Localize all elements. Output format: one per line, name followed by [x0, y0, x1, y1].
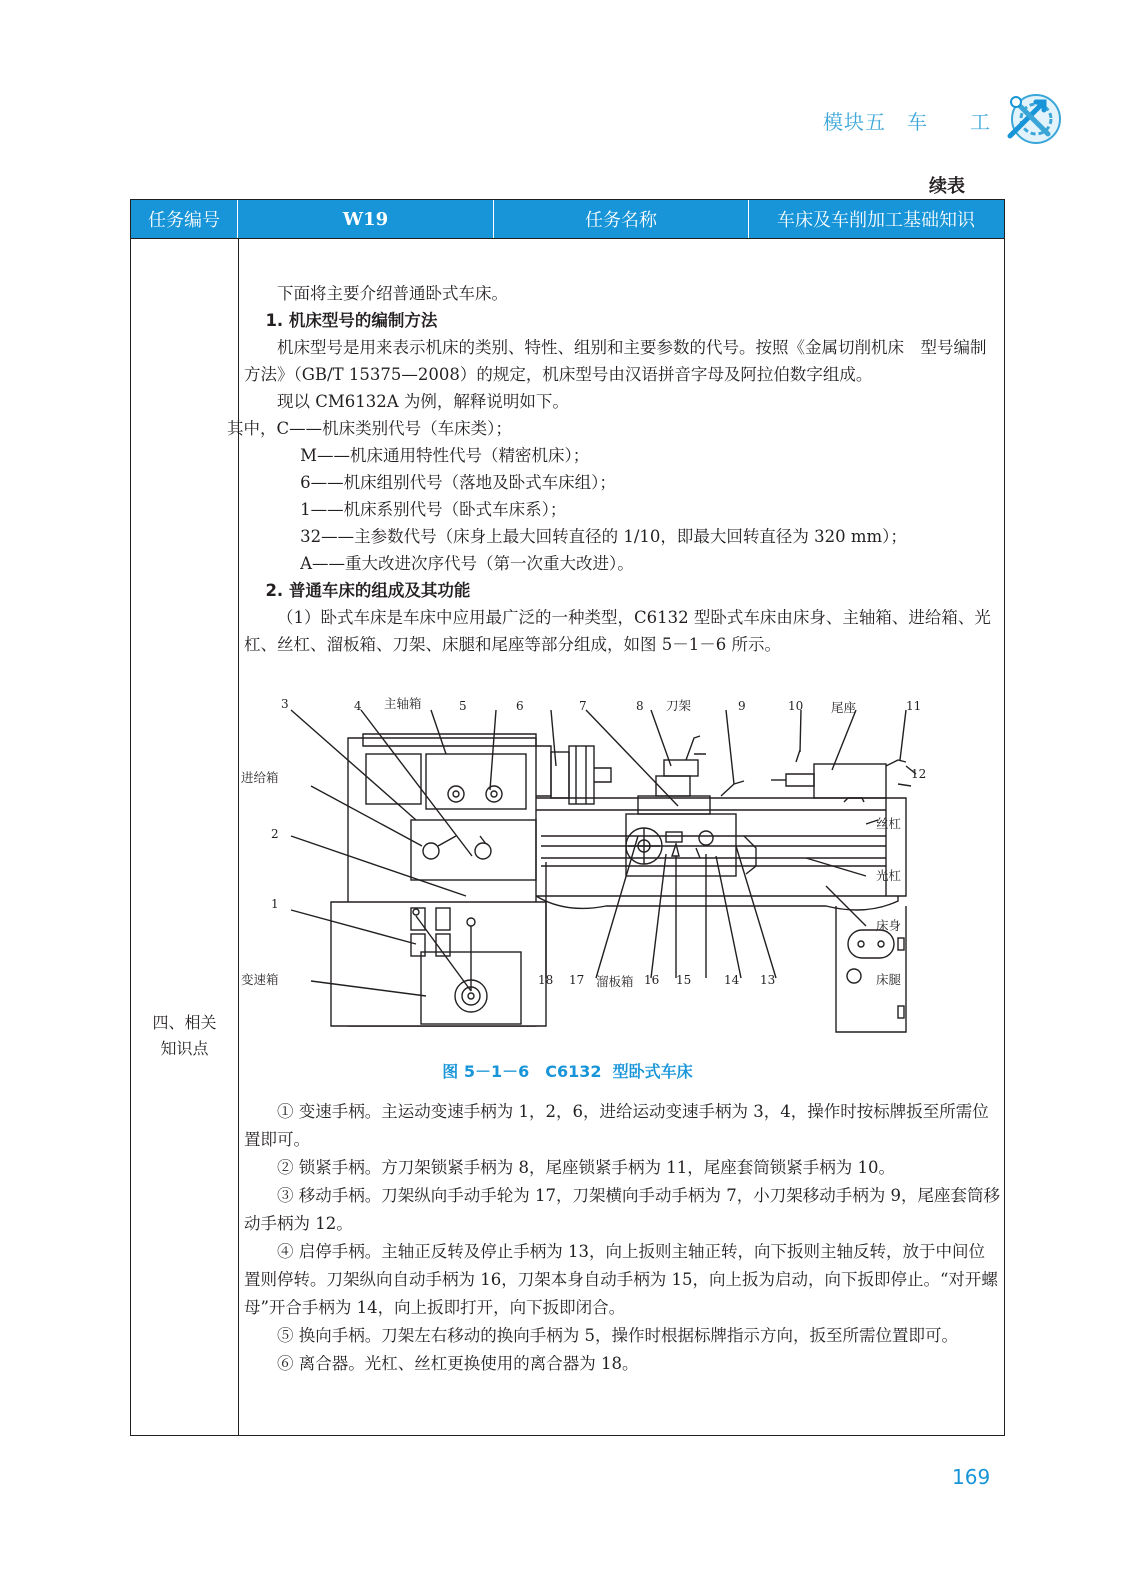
section-label-line2: 知识点: [160, 1039, 209, 1058]
label-12: 12: [911, 767, 927, 781]
list-item: 32——主参数代号（床身上最大回转直径的 1/10，即最大回转直径为 320 mm）；: [300, 527, 907, 546]
wrench-gear-icon: [1002, 92, 1064, 146]
list-item: ⑤ 换向手柄。刀架左右移动的换向手柄为 5，操作时根据标牌指示方向，扳至所需位置即可。: [277, 1326, 958, 1345]
list-item: M——机床通用特性代号（精密机床）；: [300, 446, 590, 465]
label-feed-box: 进给箱: [241, 770, 279, 785]
label-leg: 床腿: [876, 972, 902, 987]
label-17: 17: [569, 973, 585, 987]
label-1: 1: [271, 897, 279, 911]
label-2: 2: [271, 827, 279, 841]
paragraph: 现以 CM6132A 为例，解释说明如下。: [277, 392, 569, 411]
list-item: ① 变速手柄。主运动变速手柄为 1，2，6，进给运动变速手柄为 3，4，操作时按标牌扳至所需位置即可。: [244, 1102, 989, 1149]
label-bed: 床身: [876, 918, 902, 933]
label-tool-rest: 刀架: [666, 698, 692, 713]
list-item: 6——机床组别代号（落地及卧式车床组）；: [300, 473, 616, 492]
label-9: 9: [738, 699, 746, 713]
header-task-id-label: 任务编号: [131, 200, 238, 238]
paragraph: 机床型号是用来表示机床的类别、特性、组别和主要参数的代号。按照《金属切削机床 型号编制方法》（GB/T 15375—2008）的规定，机床型号由汉语拼音字母及阿拉伯数字组成。: [244, 338, 987, 384]
table-header-row: [131, 200, 1004, 239]
label-16: 16: [644, 973, 660, 987]
header-task-name-label: 任务名称: [494, 200, 749, 238]
header-task-id-value: W19: [238, 200, 494, 238]
label-10: 10: [788, 699, 804, 713]
task-table: [130, 199, 1005, 1436]
label-18: 18: [538, 973, 554, 987]
section-label-line1: 四、相关: [152, 1013, 217, 1032]
label-feed-rod: 光杠: [876, 868, 902, 883]
body-text: [227, 280, 1000, 658]
label-6: 6: [516, 699, 524, 713]
label-7: 7: [579, 699, 587, 713]
label-lead-screw: 丝杠: [876, 816, 902, 831]
page-number: 169: [952, 1465, 991, 1489]
label-8: 8: [636, 699, 644, 713]
header-task-name-value: 车床及车削加工基础知识: [777, 210, 975, 231]
label-tailstock: 尾座: [831, 700, 857, 715]
section-label: [131, 1010, 238, 1062]
label-4: 4: [354, 699, 362, 713]
paragraph: 下面将主要介绍普通卧式车床。: [277, 284, 508, 303]
page-header-module: 模块五 车 工: [823, 110, 991, 134]
list-item: ③ 移动手柄。刀架纵向手动手轮为 17，刀架横向手动手柄为 7，小刀架移动手柄为 9，尾座套筒移动手柄为 12。: [244, 1186, 1000, 1233]
continued-label: 续表: [929, 176, 965, 197]
label-gearbox: 变速箱: [241, 972, 279, 987]
label-3: 3: [281, 697, 289, 711]
label-5: 5: [459, 699, 467, 713]
label-14: 14: [724, 973, 740, 987]
label-15: 15: [676, 973, 692, 987]
heading: 2. 普通车床的组成及其功能: [265, 581, 471, 600]
label-13: 13: [760, 973, 776, 987]
label-11: 11: [906, 699, 922, 713]
lathe-diagram: [241, 686, 927, 1051]
item-list: [244, 1098, 1000, 1378]
list-item: A——重大改进次序代号（第一次重大改进）。: [300, 554, 634, 573]
label-apron: 溜板箱: [596, 974, 634, 989]
heading: 1. 机床型号的编制方法: [265, 311, 438, 330]
figure-caption: 图 5－1－6 C6132 型卧式车床: [442, 1062, 693, 1081]
list-item: ⑥ 离合器。光杠、丝杠更换使用的离合器为 18。: [277, 1354, 639, 1373]
list-item: ④ 启停手柄。主轴正反转及停止手柄为 13，向上扳则主轴正转，向下扳则主轴反转，放于中间位置则停转。刀架纵向自动手柄为 16，刀架本身自动手柄为 15，向上扳为启动，向下扳即停止。“对开螺母”开合手柄为 14，向上扳即打开，向下扳即闭合。: [244, 1242, 998, 1317]
paragraph: （1）卧式车床是车床中应用最广泛的一种类型，C6132 型卧式车床由床身、主轴箱、进给箱、光杠、丝杠、溜板箱、刀架、床腿和尾座等部分组成，如图 5－1－6 所示。: [244, 608, 991, 654]
label-spindle-box: 主轴箱: [384, 696, 422, 711]
list-item: 1——机床系别代号（卧式车床系）；: [300, 500, 567, 519]
list-item: ② 锁紧手柄。方刀架锁紧手柄为 8，尾座锁紧手柄为 11，尾座套筒锁紧手柄为 10。: [277, 1158, 895, 1177]
list-item: 其中，C——机床类别代号（车床类）；: [227, 419, 512, 438]
